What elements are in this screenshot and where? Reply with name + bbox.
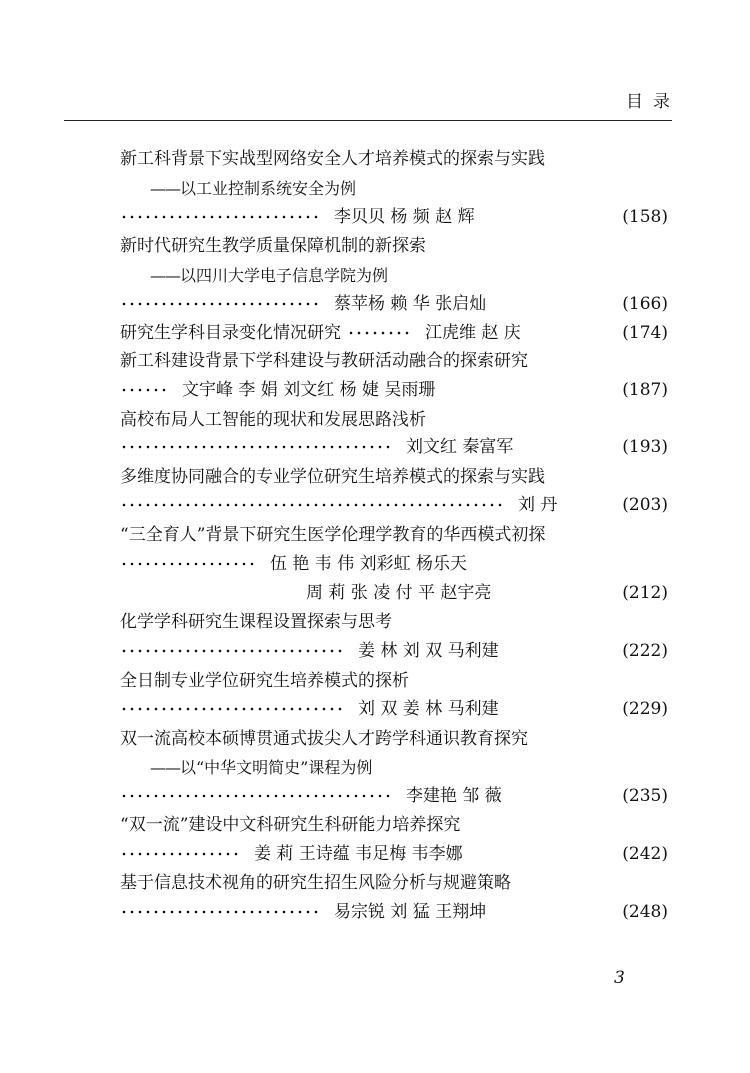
toc-entry-page[interactable]: (166) [622,294,668,314]
toc-entry-authors: 李贝贝 杨 频 赵 辉 [334,207,475,227]
leader-dots [120,375,168,405]
toc-entry-subtitle: ——以工业控制系统安全为例 [150,179,357,198]
leader-dots [120,289,320,319]
toc-entry-page[interactable]: (229) [622,699,668,719]
toc-entry-authors: 刘 双 姜 林 马利建 [358,699,499,719]
toc-entry-byline [120,694,668,724]
page-number: 3 [614,968,625,988]
toc-entry-title[interactable]: “三全育人”背景下研究生医学伦理学教育的华西模式初探 [120,525,546,545]
toc-entry-byline-continued [306,578,668,608]
toc-entry-authors: 蔡苹杨 赖 华 张启灿 [334,294,487,314]
toc-entry-authors: 周 莉 张 凌 付 平 赵宇亮 [306,583,492,603]
toc-entry-title[interactable]: 基于信息技术视角的研究生招生风险分析与规避策略 [120,873,511,893]
leader-dots [120,549,256,579]
toc-entry-byline [120,897,668,927]
toc-entry-authors: 李建艳 邹 薇 [406,786,502,806]
toc-entry-page[interactable]: (158) [622,207,668,227]
toc-entry-title[interactable]: “双一流”建设中文科研究生科研能力培养探究 [120,815,461,835]
leader-dots [120,490,504,520]
leader-dots [120,839,240,869]
toc-entry-byline [120,636,668,666]
toc-entry-byline [120,490,668,520]
toc-entry-title[interactable]: 新工科背景下实战型网络安全人才培养模式的探索与实践 [120,149,545,169]
toc-entry-byline [120,289,668,319]
toc-entry-authors: 刘文红 秦富军 [406,437,514,457]
toc-entry-authors: 文宇峰 李 娟 刘文红 杨 婕 吴雨珊 [182,380,436,400]
toc-entry-byline [120,432,668,462]
toc-entry-page[interactable]: (212) [622,583,668,603]
toc-entry-page[interactable]: (242) [622,844,668,864]
leader-dots [120,897,320,927]
toc-entry-title[interactable]: 高校布局人工智能的现状和发展思路浅析 [120,410,426,430]
toc-entry-authors: 姜 林 刘 双 马利建 [358,641,499,661]
toc-entry-authors: 刘 丹 [518,495,558,515]
toc-entry-authors: 江虎维 赵 庆 [425,323,521,343]
leader-dots [120,694,344,724]
leader-dots [120,202,320,232]
toc-entry-title[interactable]: 研究生学科目录变化情况研究 [120,323,341,343]
toc-entry-page[interactable]: (174) [622,323,668,343]
toc-entry-byline [120,549,668,579]
toc-entry-title[interactable]: 新时代研究生教学质量保障机制的新探索 [120,236,426,256]
leader-dots [347,318,411,348]
running-header-title: 目录 [626,92,680,112]
toc-entry-byline [120,202,668,232]
toc-entry-page[interactable]: (187) [622,380,668,400]
toc-entry-authors: 姜 莉 王诗蕴 韦足梅 韦李娜 [254,844,463,864]
toc-entry-authors: 伍 艳 韦 伟 刘彩虹 杨乐天 [270,554,468,574]
toc-entry-title[interactable]: 多维度协同融合的专业学位研究生培养模式的探索与实践 [120,467,545,487]
toc-entry-page[interactable]: (235) [622,786,668,806]
toc-entry-subtitle: ——以四川大学电子信息学院为例 [150,266,389,285]
toc-entry-page[interactable]: (203) [622,495,668,515]
toc-entry-title[interactable]: 双一流高校本硕博贯通式拔尖人才跨学科通识教育探究 [120,729,528,749]
toc-entry-title[interactable]: 新工科建设背景下学科建设与教研活动融合的探索研究 [120,351,528,371]
header-rule [64,120,672,121]
toc-entry-byline [120,839,668,869]
toc-entry-page[interactable]: (248) [622,902,668,922]
toc-entry-page[interactable]: (222) [622,641,668,661]
toc-entry-page[interactable]: (193) [622,437,668,457]
leader-dots [120,781,392,811]
toc-entry-byline [120,781,668,811]
toc-entry-subtitle: ——以“中华文明简史”课程为例 [150,758,373,777]
leader-dots [120,432,392,462]
toc-entry-title[interactable]: 化学学科研究生课程设置探索与思考 [120,612,392,632]
toc-entry-inline [120,318,668,348]
toc-entry-byline [120,375,668,405]
leader-dots [120,636,344,666]
toc-entry-title[interactable]: 全日制专业学位研究生培养模式的探析 [120,671,409,691]
toc-entry-authors: 易宗锐 刘 猛 王翔坤 [334,902,487,922]
